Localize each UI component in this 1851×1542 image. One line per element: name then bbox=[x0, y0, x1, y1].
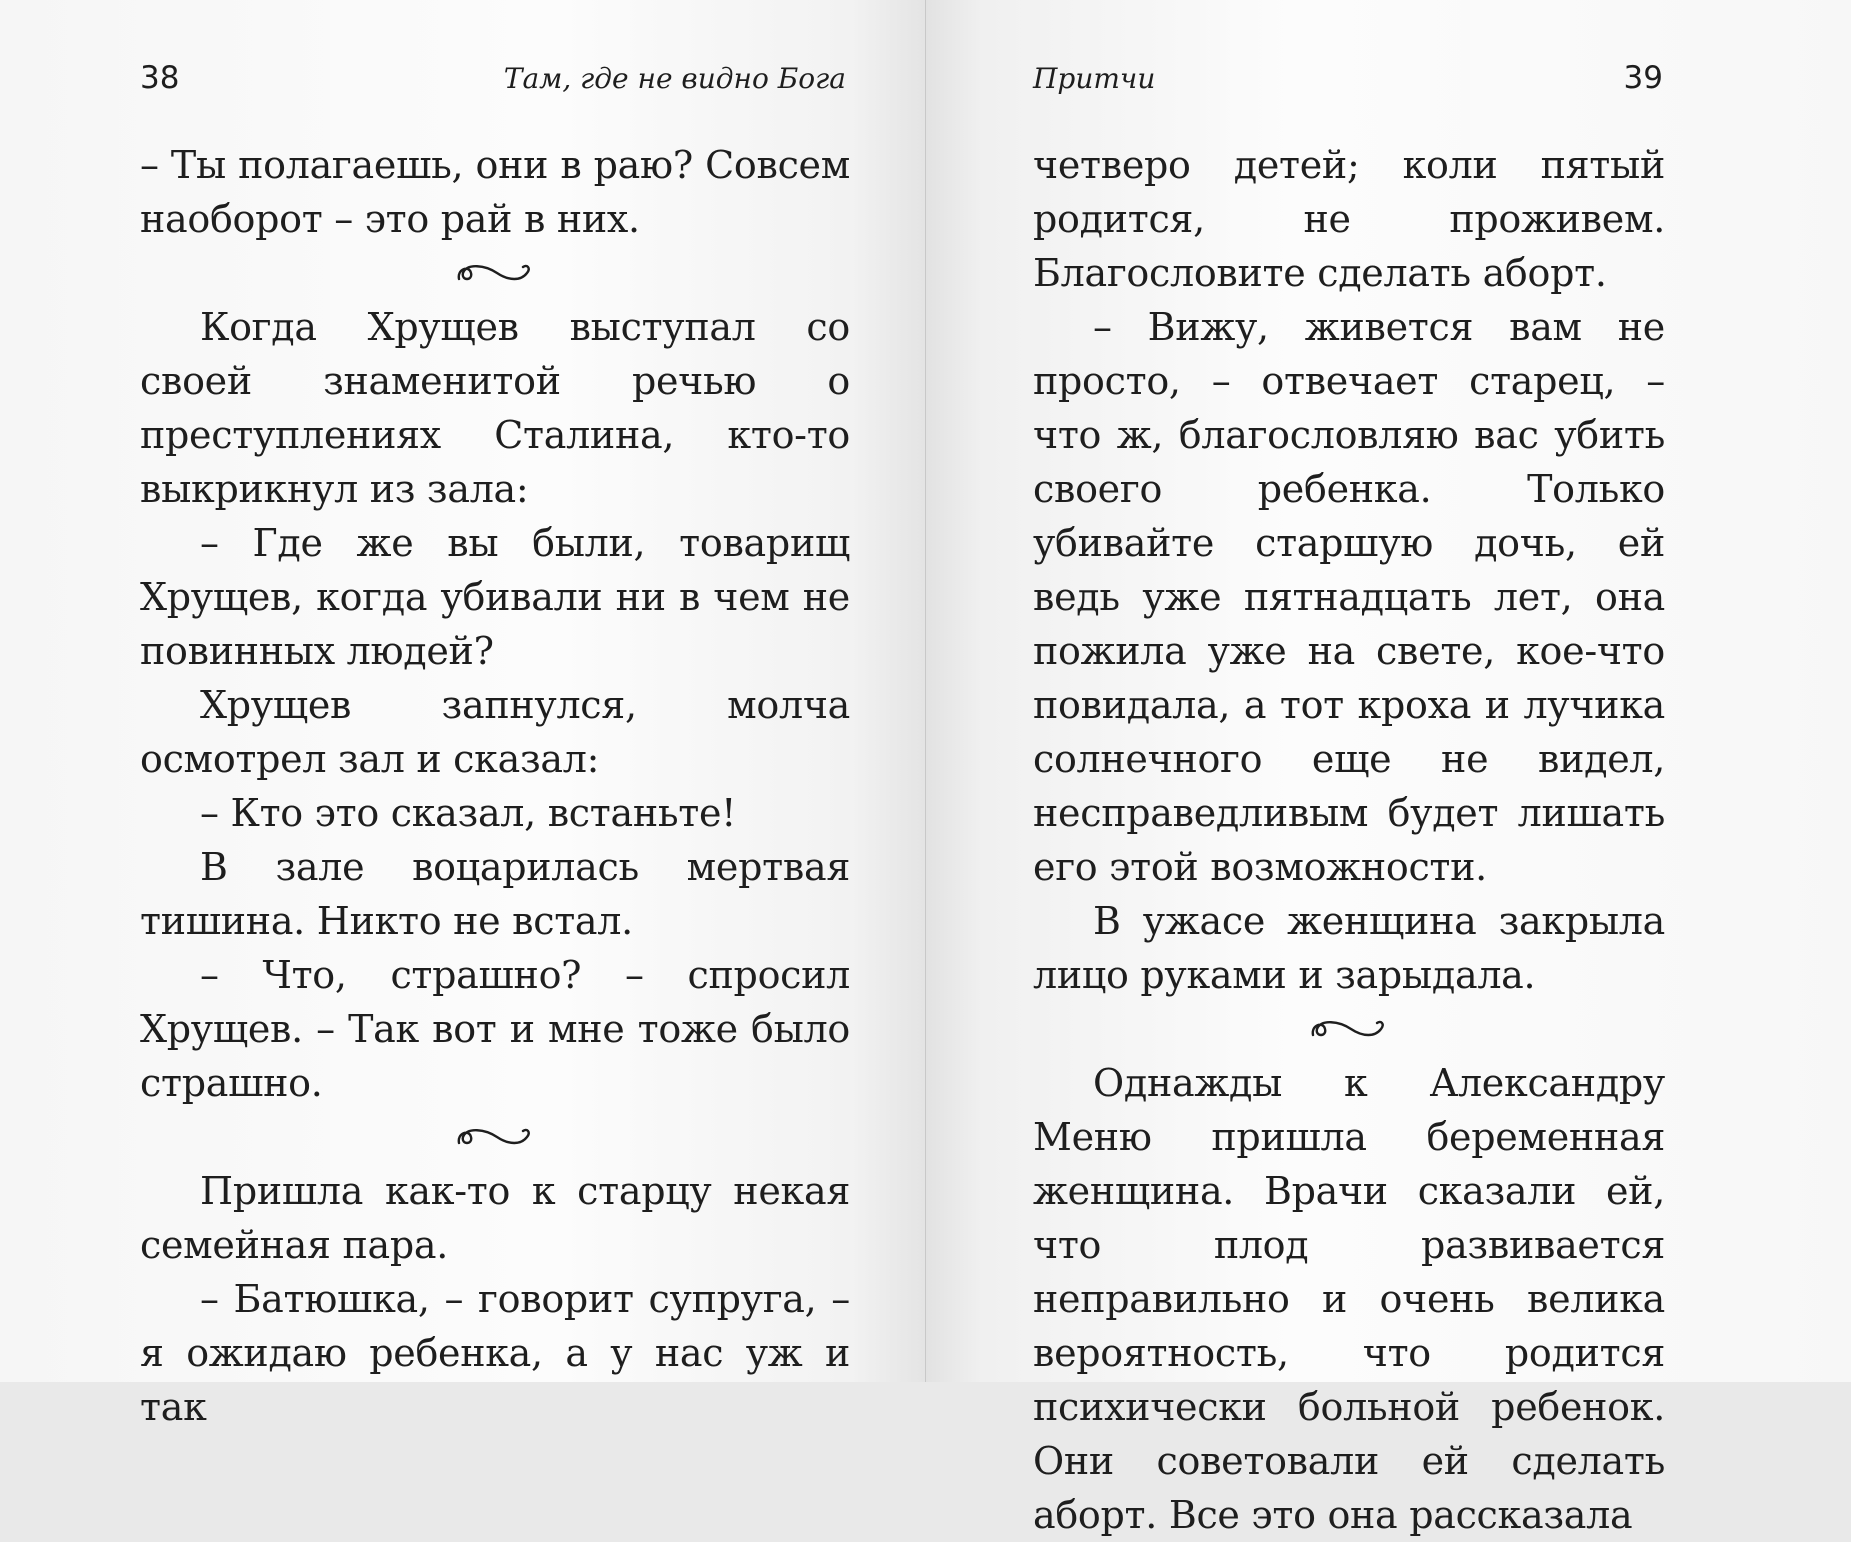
right-page bbox=[926, 0, 1851, 1537]
paragraph: В зале воцарилась мертвая тишина. Никто не встал. bbox=[140, 845, 850, 943]
left-page-header bbox=[140, 60, 846, 104]
paragraph: четверо детей; коли пятый родится, не проживем. Благословите сделать аборт. bbox=[1033, 143, 1665, 295]
right-page-header bbox=[1033, 60, 1663, 104]
page-number: 38 bbox=[140, 60, 180, 96]
paragraph: – Батюшка, – говорит супруга, – я ожидаю ребенка, а у нас уж и так bbox=[140, 1277, 850, 1429]
running-title: Там, где не видно Бога bbox=[503, 62, 846, 95]
paragraph: – Где же вы были, товарищ Хрущев, когда убивали ни в чем не повинных людей? bbox=[140, 521, 850, 673]
paragraph: – Кто это сказал, встаньте! bbox=[200, 791, 737, 835]
paragraph: Хрущев запнулся, молча осмотрел зал и сказал: bbox=[140, 683, 850, 781]
paragraph: Однажды к Александру Меню пришла беременная женщина. Врачи сказали ей, что плод развивается неправильно и очень велика вероятность, что родится психически больной ребенок. Они советовали ей сделать аборт. Все это она рассказала bbox=[1033, 1061, 1665, 1537]
paragraph: Когда Хрущев выступал со своей знаменитой речью о преступлениях Сталина, кто-то выкрикнул из зала: bbox=[140, 305, 850, 511]
left-page-text bbox=[140, 138, 850, 1434]
page-number: 39 bbox=[1623, 60, 1663, 96]
paragraph: – Вижу, живется вам не просто, – отвечает старец, – что ж, благословляю вас убить своего ребенка. Только убивайте старшую дочь, ей ведь уже пятнадцать лет, она пожила уже на свете, кое-что повидала, а тот кроха и лучика солнечного еще не видел, несправедливым будет лишать его этой возможности. bbox=[1033, 305, 1665, 889]
right-page-text bbox=[1033, 138, 1665, 1542]
running-title: Притчи bbox=[1033, 62, 1156, 95]
paragraph: В ужасе женщина закрыла лицо руками и зарыдала. bbox=[1033, 899, 1665, 997]
paragraph: Пришла как-то к старцу некая семейная пара. bbox=[140, 1169, 850, 1267]
left-page bbox=[0, 0, 925, 1429]
swash-divider-icon bbox=[140, 246, 850, 300]
swash-divider-icon bbox=[1033, 1002, 1665, 1056]
paragraph: – Ты полагаешь, они в раю? Совсем наоборот – это рай в них. bbox=[140, 143, 850, 241]
paragraph: – Что, страшно? – спросил Хрущев. – Так вот и мне тоже было страшно. bbox=[140, 953, 850, 1105]
swash-divider-icon bbox=[140, 1110, 850, 1164]
